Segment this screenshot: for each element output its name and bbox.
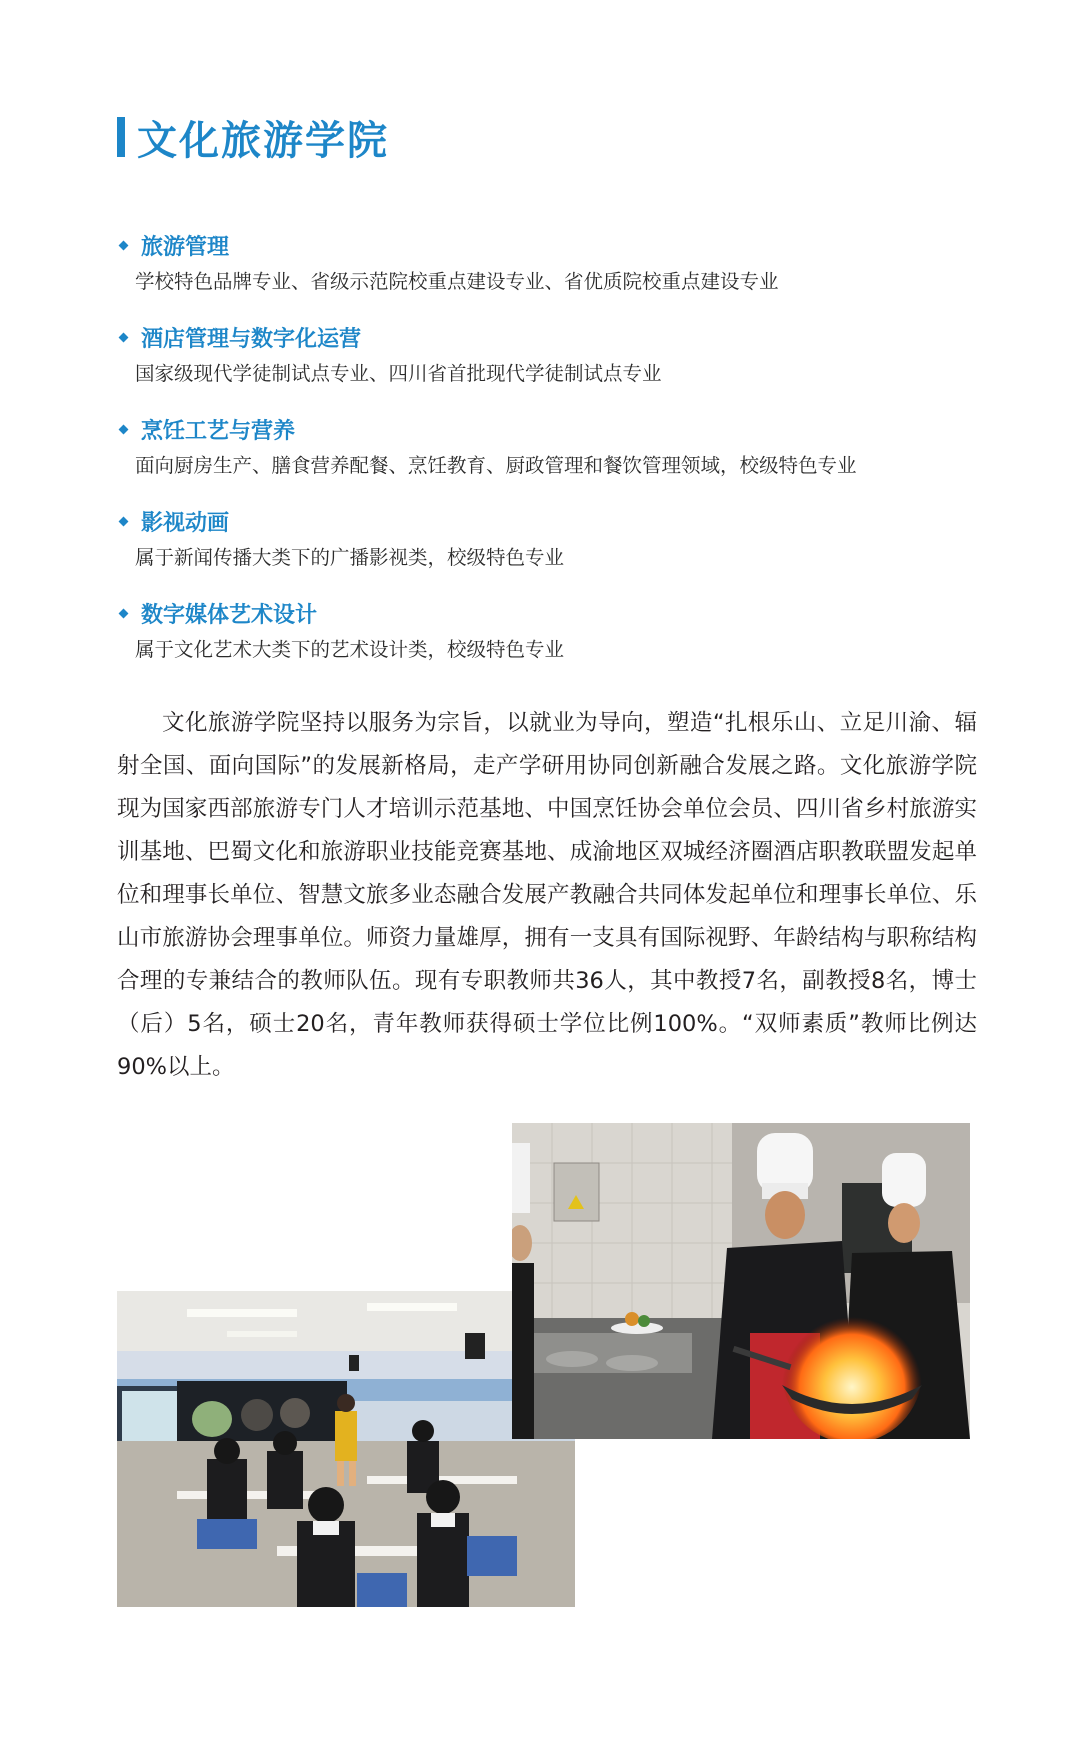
classroom-illustration: [117, 1291, 575, 1607]
list-item: [117, 320, 997, 390]
page-title: 文化旅游学院: [137, 117, 389, 164]
major-name: 影视动画: [141, 510, 230, 536]
intro-paragraph: 文化旅游学院坚持以服务为宗旨，以就业为导向，塑造“扎根乐山、立足川渝、辐射全国、面向国际”的发展新格局，走产学研用协同创新融合发展之路。文化旅游学院现为国家西部旅游专门人才培训示范基地、中国烹饪协会单位会员、四川省乡村旅游实训基地、巴蜀文化和旅游职业技能竞赛基地、成渝地区双城经济圈酒店职教联盟发起单位和理事长单位、智慧文旅多业态融合发展产教融合共同体发起单位和理事长单位、乐山市旅游协会理事单位。师资力量雄厚，拥有一支具有国际视野、年龄结构与职称结构合理的专兼结合的教师队伍。现有专职教师共36人，其中教授7名，副教授8名，博士（后）5名，硕士20名，青年教师获得硕士学位比例100%。“双师素质”教师比例达90%以上。: [117, 710, 977, 1080]
major-heading: [117, 596, 997, 630]
diamond-bullet-icon: [119, 240, 129, 250]
major-heading: [117, 320, 997, 354]
major-description: 国家级现代学徒制试点专业、四川省首批现代学徒制试点专业: [135, 362, 662, 385]
major-name: 旅游管理: [141, 234, 230, 260]
major-name: 烹饪工艺与营养: [141, 418, 296, 444]
major-heading: [117, 228, 997, 262]
classroom-photo: [117, 1291, 575, 1607]
list-item: [117, 596, 997, 666]
major-description: 属于新闻传播大类下的广播影视类，校级特色专业: [135, 546, 565, 569]
diamond-bullet-icon: [119, 516, 129, 526]
kitchen-photo: [512, 1123, 970, 1439]
major-description: 面向厨房生产、膳食营养配餐、烹饪教育、厨政管理和餐饮管理领域，校级特色专业: [135, 454, 857, 477]
major-description: 学校特色品牌专业、省级示范院校重点建设专业、省优质院校重点建设专业: [135, 270, 779, 293]
major-name: 酒店管理与数字化运营: [141, 326, 362, 352]
list-item: [117, 228, 997, 298]
diamond-bullet-icon: [119, 332, 129, 342]
diamond-bullet-icon: [119, 608, 129, 618]
diamond-bullet-icon: [119, 424, 129, 434]
kitchen-illustration: [512, 1123, 970, 1439]
title-accent-bar: [117, 117, 125, 157]
major-description: 属于文化艺术大类下的艺术设计类，校级特色专业: [135, 638, 565, 661]
list-item: [117, 504, 997, 574]
major-heading: [117, 412, 997, 446]
major-heading: [117, 504, 997, 538]
majors-list: [117, 228, 997, 688]
page-title-block: [117, 112, 389, 162]
major-name: 数字媒体艺术设计: [141, 602, 318, 628]
list-item: [117, 412, 997, 482]
